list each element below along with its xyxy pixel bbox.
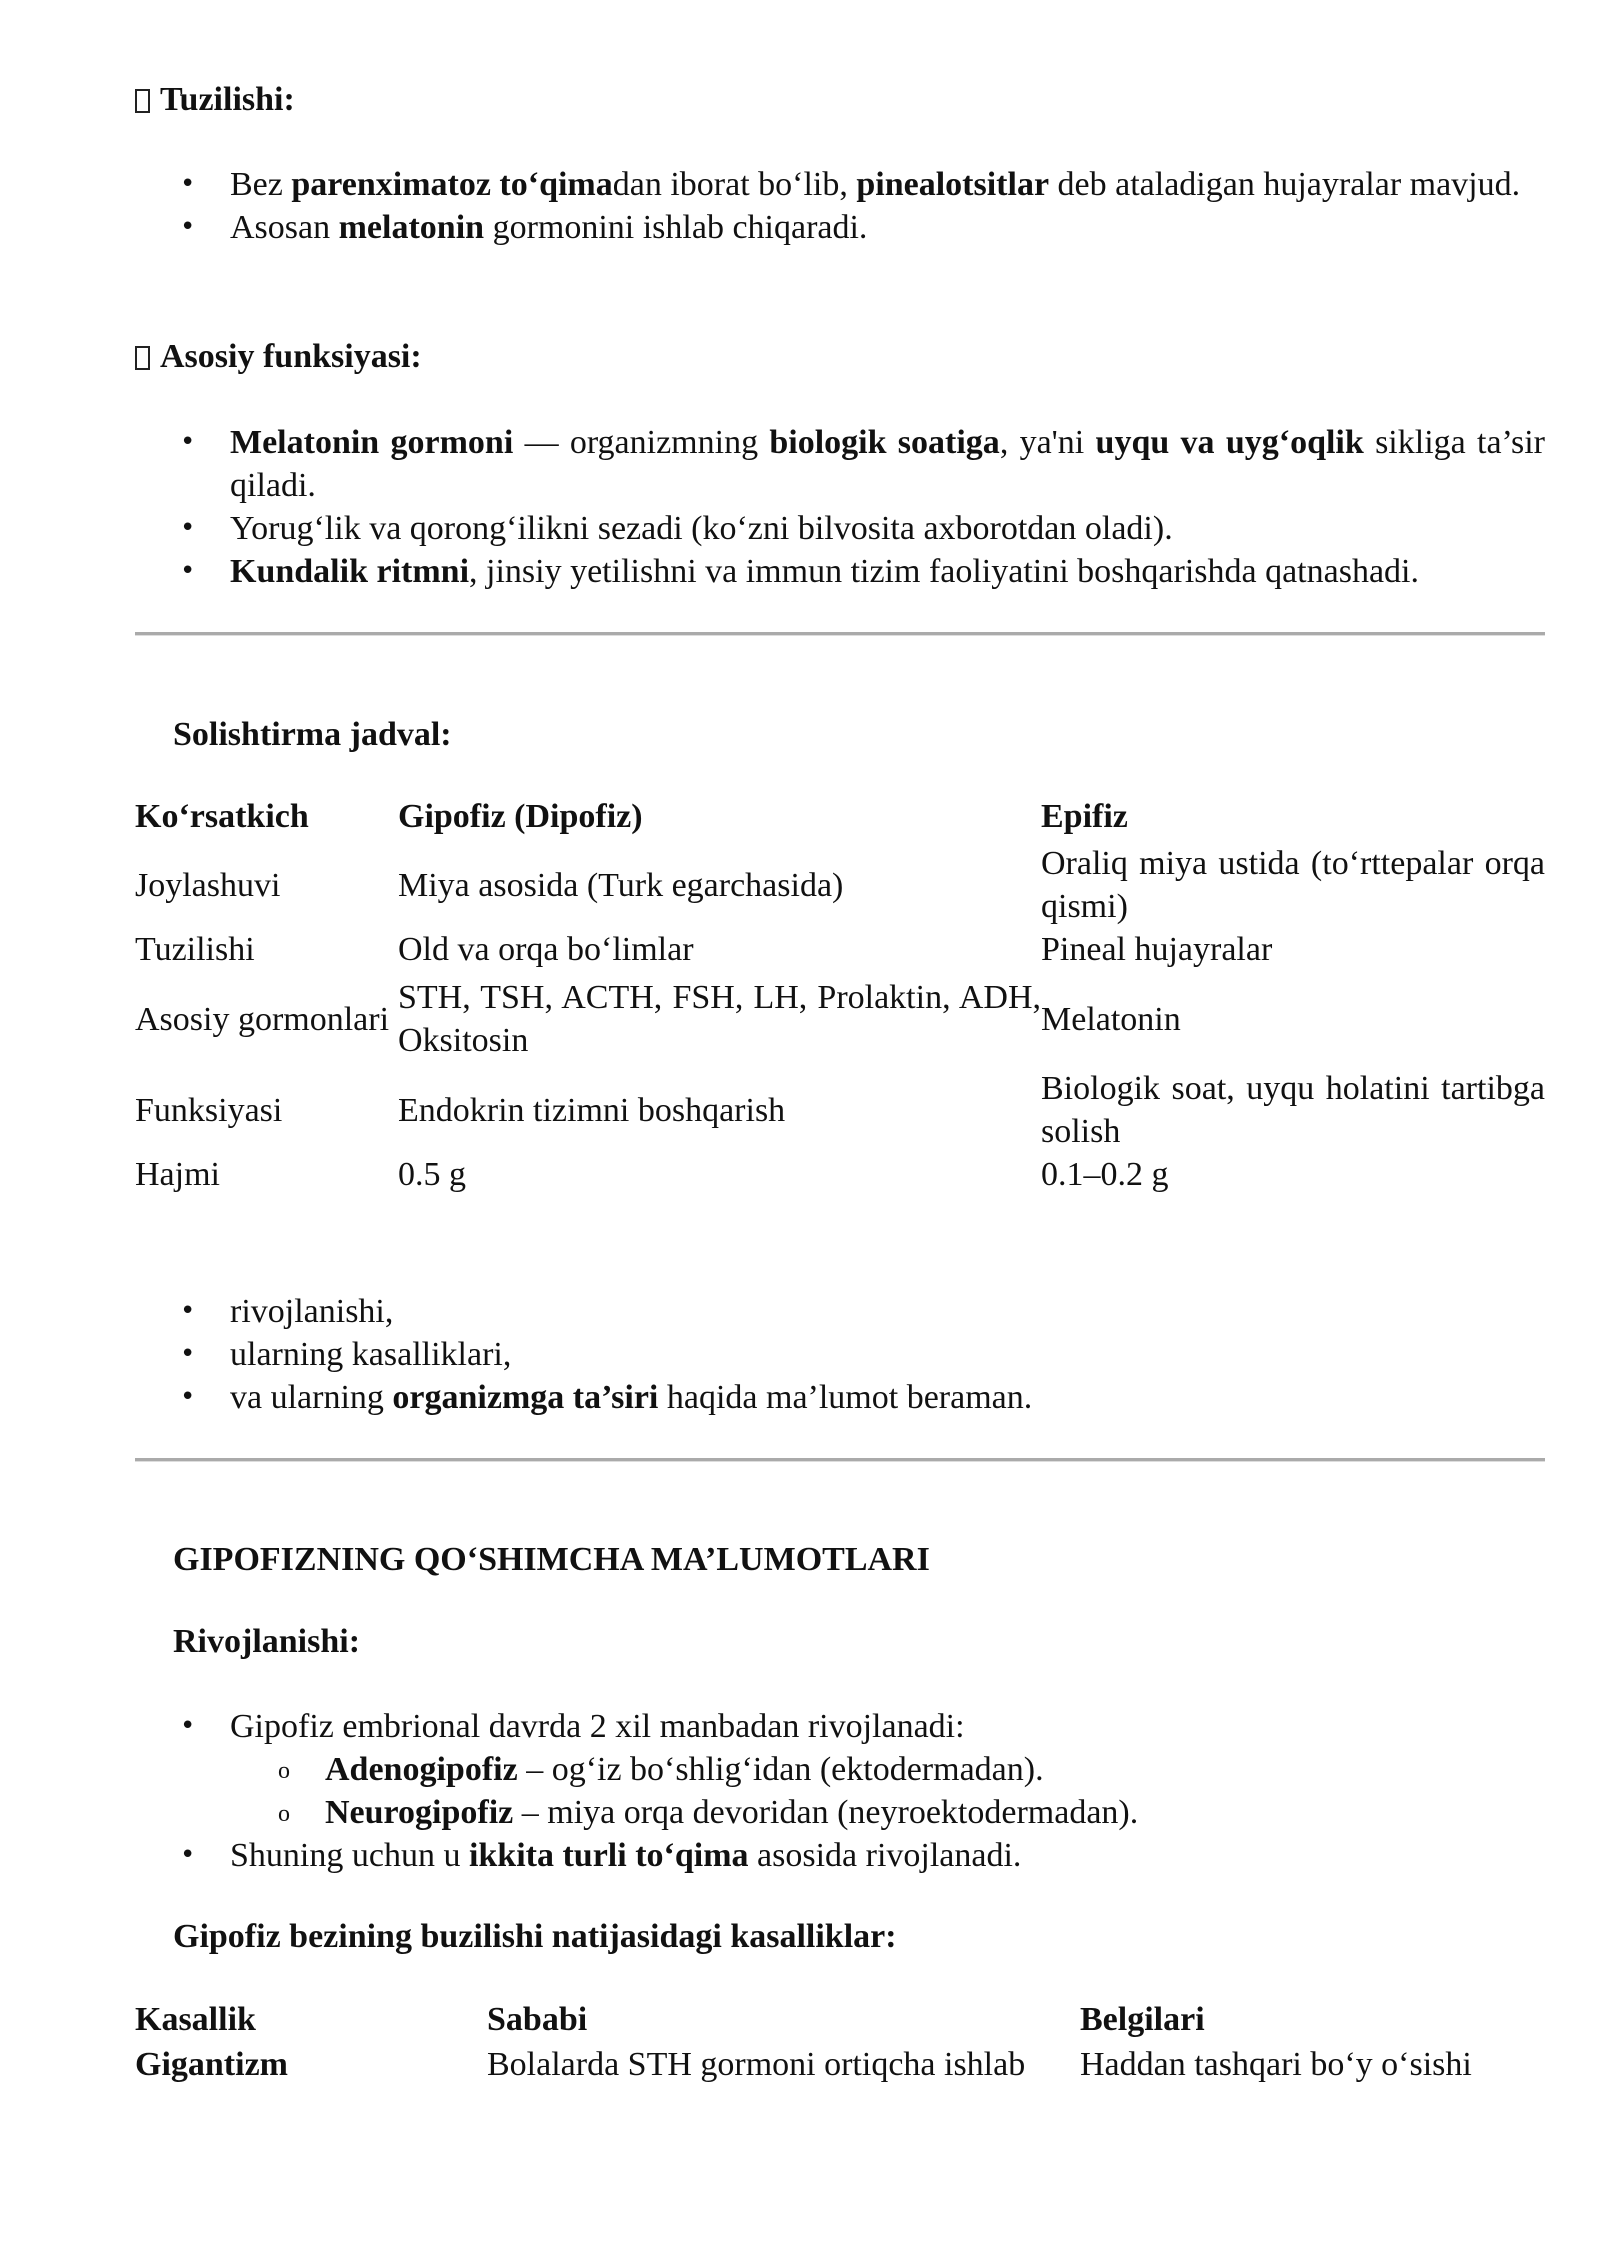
missing-glyph-icon [135, 346, 150, 370]
list-item-text: Gipofiz embrional davrda 2 xil manbadan rivojlanadi: [230, 1708, 965, 1745]
list-item [135, 163, 1545, 206]
bold-text: pinealotsitlar [856, 166, 1050, 203]
table-header-cell: Epifiz [1041, 797, 1128, 835]
text-run: deb ataladigan hujayralar mavjud. [1049, 166, 1521, 203]
sub-list-item [325, 1791, 1545, 1834]
section-heading-funksiyasi [135, 335, 422, 378]
table-row [135, 928, 1545, 971]
horizontal-rule [135, 1458, 1545, 1462]
list-item [135, 1705, 1545, 1834]
text-run: va ularning [230, 1379, 393, 1416]
table-header-row [135, 1995, 1545, 2043]
text-run: Asosan [230, 209, 339, 246]
text-run: asosida rivojlanadi. [748, 1837, 1022, 1874]
text-run: gormonini ishlab chiqaradi. [484, 209, 868, 246]
bullet-list-tuzilishi [135, 163, 1545, 249]
bold-text: Melatonin gormoni [230, 424, 514, 461]
disease-table [135, 1995, 1545, 2086]
table-row [135, 1067, 1545, 1153]
table-cell: Miya asosida (Turk egarchasida) [398, 866, 844, 904]
horizontal-rule [135, 632, 1545, 636]
bullet-list-rivojlanishi [135, 1705, 1545, 1877]
compare-title: Solishtirma jadval: [173, 716, 452, 753]
table-cell: 0.1–0.2 g [1041, 1156, 1169, 1193]
list-item [135, 1376, 1545, 1419]
sub-item-text: – og‘iz bo‘shlig‘idan (ektodermadan). [517, 1751, 1044, 1788]
table-cell: Haddan tashqari bo‘y o‘sishi [1080, 2046, 1472, 2083]
table-cell: Funksiyasi [135, 1091, 283, 1129]
table-cell: Joylashuvi [135, 866, 281, 904]
table-header-row [135, 790, 1545, 842]
bullet-list-funksiyasi [135, 421, 1545, 593]
extra-subtitle: Rivojlanishi: [173, 1623, 361, 1660]
bold-text: melatonin [338, 209, 485, 246]
list-item [135, 1834, 1545, 1877]
bold-text: ikkita turli to‘qima [468, 1837, 749, 1874]
text-run: dan iborat bo‘lib, [612, 166, 857, 203]
table-cell: Melatonin [1041, 1000, 1181, 1038]
sub-item-text: – miya orqa devoridan (neyroektodermadan). [513, 1794, 1139, 1831]
bullet-list-summary [135, 1290, 1545, 1419]
table-cell: Gigantizm [135, 2046, 288, 2083]
table-row [135, 1153, 1545, 1196]
list-item [135, 550, 1545, 593]
table-cell: STH, TSH, ACTH, FSH, LH, Prolaktin, ADH, Oksitosin [398, 979, 1041, 1059]
sub-item-bold: Adenogipofiz [325, 1751, 518, 1788]
missing-glyph-icon [135, 89, 150, 113]
table-row [135, 842, 1545, 928]
text-run: rivojlanishi, [230, 1293, 394, 1330]
bold-text: parenximatoz to‘qima [291, 166, 613, 203]
table-cell: Tuzilishi [135, 931, 255, 968]
text-run: ularning kasalliklari, [230, 1336, 512, 1373]
text-run: Bez [230, 166, 292, 203]
table-row [135, 971, 1545, 1067]
table-row [135, 2043, 1545, 2086]
list-item [135, 421, 1545, 507]
table-header-cell: Ko‘rsatkich [135, 797, 309, 835]
list-item [135, 507, 1545, 550]
text-run: haqida ma’lumot beraman. [658, 1379, 1033, 1416]
extra-title: GIPOFIZNING QO‘SHIMCHA MA’LUMOTLARI [173, 1541, 930, 1578]
table-header-cell: Kasallik [135, 2000, 256, 2038]
sub-list [325, 1748, 1545, 1834]
section-heading-tuzilishi [135, 78, 295, 121]
text-run: sikliga ta’sir qiladi. [230, 424, 1546, 504]
text-run: Yorug‘lik va qorong‘ilikni sezadi (ko‘zni bilvosita axborotdan oladi). [230, 510, 1173, 547]
sub-item-bold: Neurogipofiz [325, 1794, 514, 1831]
table-cell: Bolalarda STH gormoni ortiqcha ishlab [487, 2046, 1026, 2083]
text-run: Shuning uchun u [230, 1837, 469, 1874]
table-header-cell: Gipofiz (Dipofiz) [398, 797, 643, 835]
bold-text: Kundalik ritmni [230, 553, 470, 590]
text-run: , jinsiy yetilishni va immun tizim faoliyatini boshqarishda qatnashadi. [469, 553, 1419, 590]
list-item [135, 206, 1545, 249]
heading-text: Tuzilishi: [160, 81, 295, 118]
table-cell: Hajmi [135, 1156, 220, 1193]
table-cell: Biologik soat, uyqu holatini tartibga solish [1041, 1070, 1545, 1150]
table-cell: Oraliq miya ustida (to‘rttepalar orqa qismi) [1041, 845, 1545, 925]
bold-text: organizmga ta’siri [392, 1379, 659, 1416]
table-header-cell: Sababi [487, 2000, 588, 2038]
comparison-table [135, 790, 1545, 1196]
disease-title: Gipofiz bezining buzilishi natijasidagi kasalliklar: [173, 1918, 897, 1955]
table-header-cell: Belgilari [1080, 2000, 1205, 2038]
heading-text: Asosiy funksiyasi: [160, 338, 422, 375]
table-cell: Asosiy gormonlari [135, 1000, 390, 1038]
text-run: , ya'ni [999, 424, 1096, 461]
list-item [135, 1333, 1545, 1376]
table-cell: 0.5 g [398, 1156, 466, 1193]
list-item [135, 1290, 1545, 1333]
bold-text: uyqu va uyg‘oqlik [1095, 424, 1364, 461]
text-run: — organizmning [513, 424, 770, 461]
table-cell: Endokrin tizimni boshqarish [398, 1091, 786, 1129]
sub-list-item [325, 1748, 1545, 1791]
table-cell: Pineal hujayralar [1041, 931, 1273, 968]
table-cell: Old va orqa bo‘limlar [398, 931, 694, 968]
bold-text: biologik soatiga [769, 424, 1000, 461]
